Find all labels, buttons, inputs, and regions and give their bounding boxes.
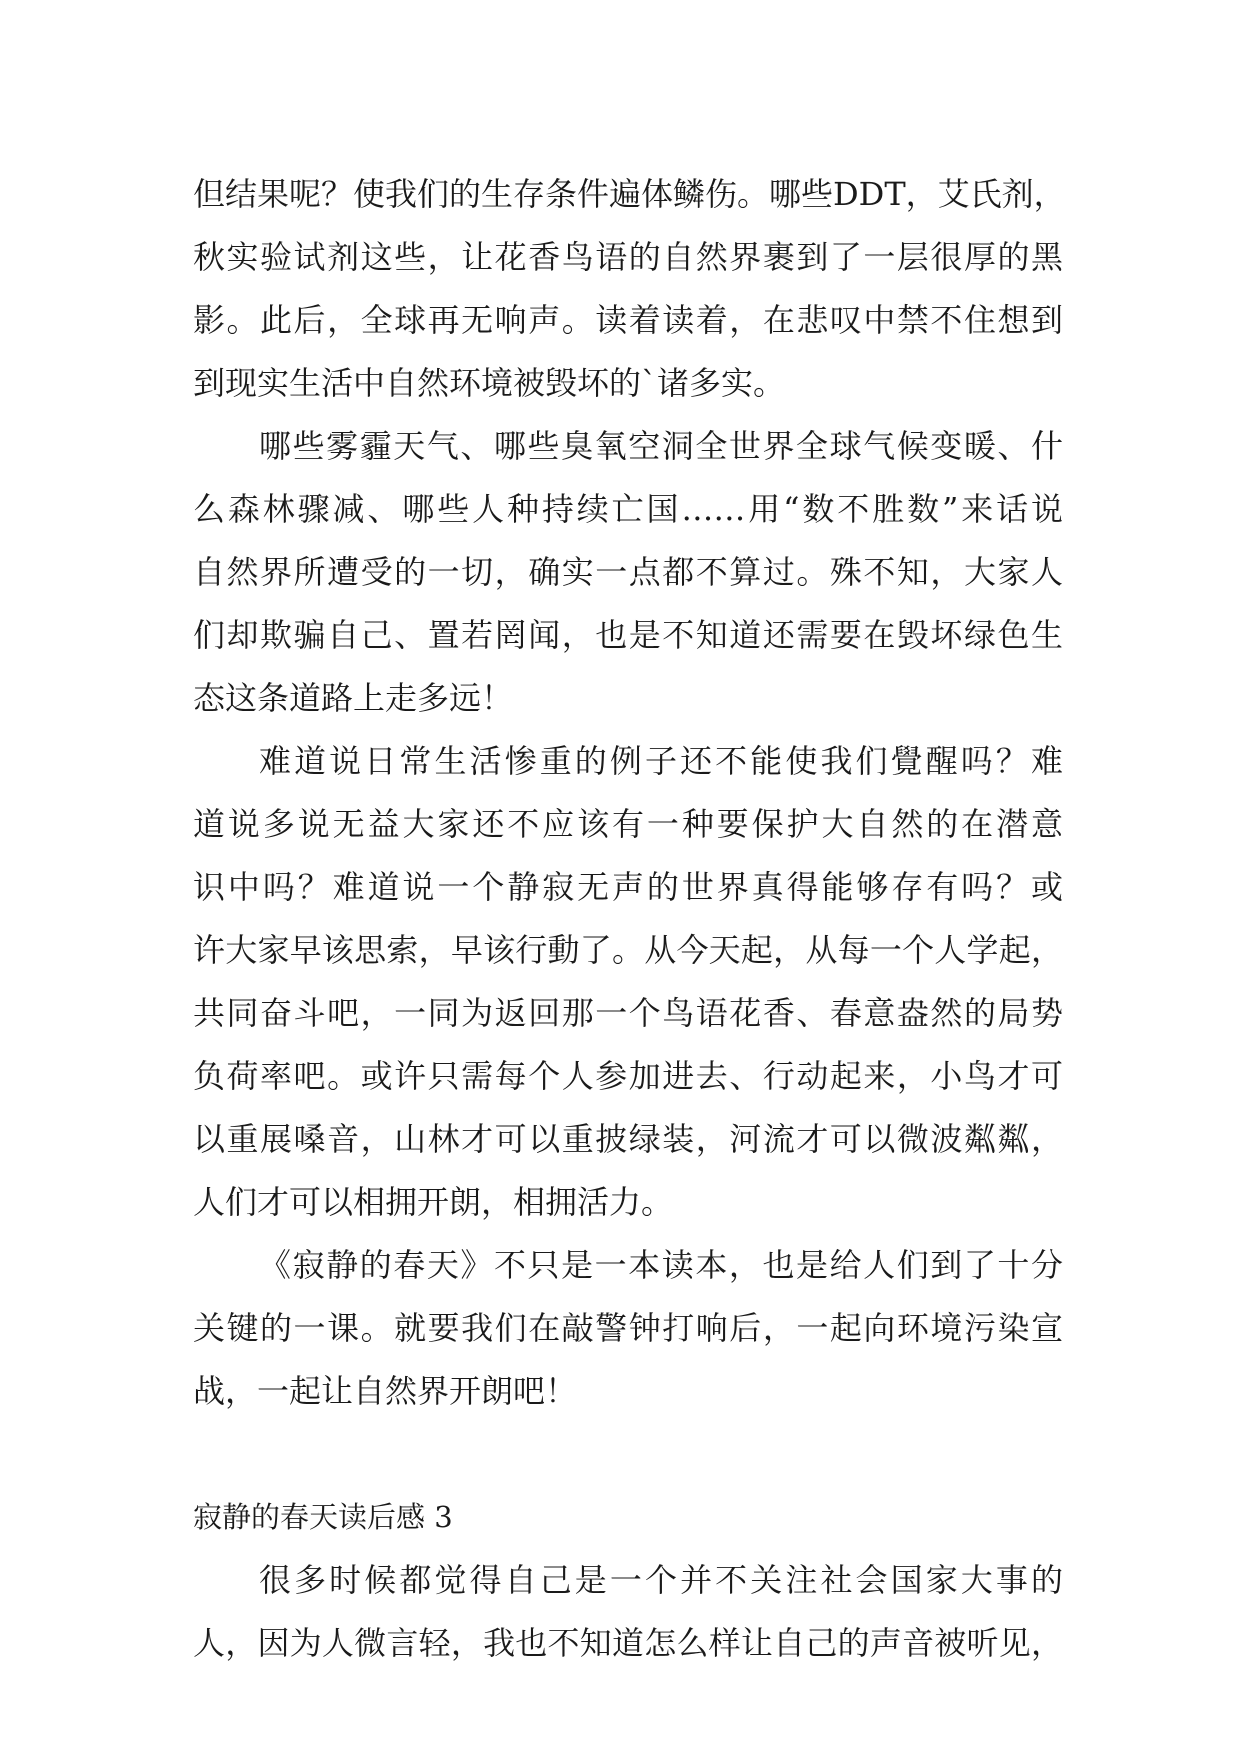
text-line: 关键的一课。就要我们在敲警钟打响后，一起向环境污染宣 bbox=[193, 1309, 1063, 1347]
text-line: 以重展嗓音，山林才可以重披绿装，河流才可以微波粼粼， bbox=[193, 1120, 1063, 1158]
text-line: 态这条道路上走多远！ bbox=[193, 679, 514, 717]
text-line: 很多时候都觉得自己是一个并不关注社会国家大事的 bbox=[259, 1561, 1063, 1599]
text-line: 么森林骤减、哪些人种持续亡国……用“数不胜数”来话说 bbox=[193, 490, 1063, 528]
paragraph-2 bbox=[193, 415, 1063, 730]
section-spacer bbox=[193, 1423, 1063, 1486]
text-line: 但结果呢？使我们的生存条件遍体鳞伤。哪些DDT，艾氏剂， bbox=[193, 175, 1066, 213]
text-line: 影。此后，全球再无响声。读着读着，在悲叹中禁不住想到 bbox=[193, 301, 1063, 339]
paragraph-4 bbox=[193, 1234, 1063, 1423]
text-line: 秋实验试剂这些，让花香鸟语的自然界裹到了一层很厚的黑 bbox=[193, 238, 1063, 276]
text-line: 共同奋斗吧，一同为返回那一个鸟语花香、春意盎然的局势 bbox=[193, 994, 1063, 1032]
text-line: 自然界所遭受的一切，确实一点都不算过。殊不知，大家人 bbox=[193, 553, 1063, 591]
text-line: 识中吗？难道说一个静寂无声的世界真得能够存有吗？或 bbox=[193, 868, 1063, 906]
text-line: 到现实生活中自然环境被毁坏的`诸多实。 bbox=[193, 364, 786, 402]
document-body bbox=[193, 163, 1066, 1675]
text-line: 们却欺骗自己、置若罔闻，也是不知道还需要在毁坏绿色生 bbox=[193, 616, 1063, 654]
text-line: 人，因为人微言轻，我也不知道怎么样让自己的声音被听见， bbox=[193, 1624, 1063, 1662]
text-line: 负荷率吧。或许只需每个人参加进去、行动起来，小鸟才可 bbox=[193, 1057, 1063, 1095]
text-line: 《寂静的春天》不只是一本读本，也是给人们到了十分 bbox=[259, 1246, 1063, 1284]
text-line: 许大家早该思索，早该行動了。从今天起，从每一个人学起， bbox=[193, 931, 1063, 969]
text-line: 哪些雾霾天气、哪些臭氧空洞全世界全球气候变暖、什 bbox=[259, 427, 1063, 465]
paragraph-1 bbox=[193, 163, 1066, 415]
text-line: 难道说日常生活惨重的例子还不能使我们覺醒吗？难 bbox=[259, 742, 1063, 780]
text-line: 战，一起让自然界开朗吧！ bbox=[193, 1372, 578, 1410]
section-paragraph-1 bbox=[193, 1549, 1063, 1675]
section-title: 寂静的春天读后感 3 bbox=[193, 1500, 453, 1534]
paragraph-3 bbox=[193, 730, 1063, 1234]
text-line: 道说多说无益大家还不应该有一种要保护大自然的在潜意 bbox=[193, 805, 1063, 843]
text-line: 人们才可以相拥开朗，相拥活力。 bbox=[193, 1183, 674, 1221]
